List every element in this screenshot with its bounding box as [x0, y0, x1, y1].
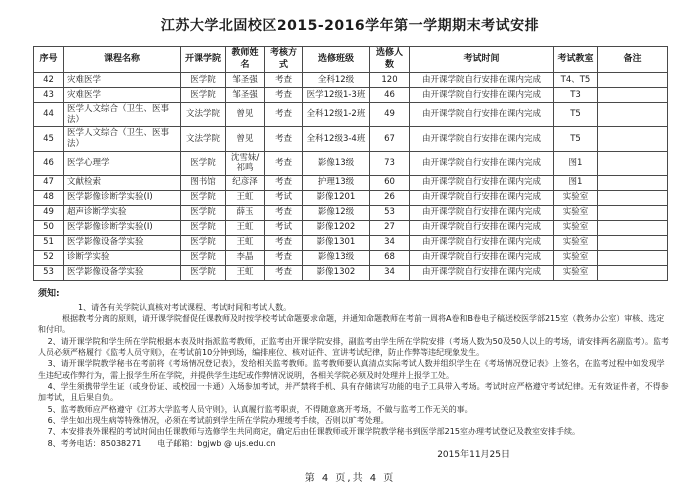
table-row [34, 175, 668, 190]
cell-remark [598, 73, 668, 88]
table-row [34, 73, 668, 88]
cell-course: 医学影像诊断学实验(I) [64, 220, 181, 235]
cell-teacher: 曾见 [226, 127, 265, 151]
table-row [34, 190, 668, 205]
cell-method: 考查 [265, 265, 303, 280]
cell-count: 34 [370, 265, 410, 280]
cell-remark [598, 190, 668, 205]
cell-method: 考查 [265, 73, 303, 88]
cell-method: 考查 [265, 235, 303, 250]
cell-room: 实验室 [554, 220, 598, 235]
cell-college: 医学院 [181, 265, 226, 280]
cell-time: 由开课学院自行安排在课内完成 [410, 175, 554, 190]
cell-class: 全科12级1-2班 [303, 103, 370, 127]
cell-time: 由开课学院自行安排在课内完成 [410, 250, 554, 265]
cell-room: 实验室 [554, 265, 598, 280]
notes-label: 须知: [38, 288, 60, 299]
cell-class: 全科12级 [303, 73, 370, 88]
cell-teacher: 薛玉 [226, 205, 265, 220]
cell-method: 考查 [265, 205, 303, 220]
cell-college: 医学院 [181, 73, 226, 88]
cell-time: 由开课学院自行安排在课内完成 [410, 265, 554, 280]
table-row [34, 103, 668, 127]
cell-count: 34 [370, 235, 410, 250]
table-row [34, 151, 668, 175]
cell-college: 医学院 [181, 250, 226, 265]
cell-class: 医学12级1-3班 [303, 88, 370, 103]
note-item-7: 7、本安排表外课程的考试时间由任课教师与选修学生共同商定，确定后由任课教师或开课学院教学秘书到医学部215室办理考试登记及教室安排手续。 [47, 427, 580, 437]
cell-remark [598, 220, 668, 235]
cell-teacher: 王虹 [226, 220, 265, 235]
exam-schedule-table [33, 46, 668, 281]
cell-course: 医学人文综合（卫生、医事法） [64, 103, 181, 127]
cell-method: 考试 [265, 190, 303, 205]
cell-no: 43 [34, 88, 64, 103]
cell-no: 46 [34, 151, 64, 175]
cell-class: 全科12级3-4班 [303, 127, 370, 151]
cell-teacher: 王虹 [226, 190, 265, 205]
header-no: 序号 [34, 47, 64, 73]
cell-class: 影像12级 [303, 205, 370, 220]
cell-count: 60 [370, 175, 410, 190]
cell-remark [598, 265, 668, 280]
cell-room: T5 [554, 103, 598, 127]
cell-college: 文法学院 [181, 127, 226, 151]
table-row [34, 220, 668, 235]
note-item-6: 6、学生如出现生病等特殊情况，必须在考试前到学生所在学院办理缓考手续，否则以旷考处理。 [47, 416, 389, 426]
cell-count: 49 [370, 103, 410, 127]
note-item-8: 8、考务电话：85038271 电子邮箱：bgjwb @ ujs.edu.cn [47, 438, 276, 448]
note-item-2: 2、请开课学院和学生所在学院根据本表及时指派监考教师，正监考由开课学院安排，副监考由学生所在学院安排（考场人数为50及50人以上的考场，请安排两名副监考）。监考人员必须严格履行《监考人员守则》，在考试前10分钟到场，编排座位、核对证件、宣讲考试纪律，防止作弊等违纪现象发生。 [38, 336, 670, 357]
cell-count: 27 [370, 220, 410, 235]
cell-course: 医学影像诊断学实验(I) [64, 190, 181, 205]
cell-remark [598, 151, 668, 175]
cell-method: 考查 [265, 88, 303, 103]
cell-count: 68 [370, 250, 410, 265]
cell-class: 影像1302 [303, 265, 370, 280]
header-class: 选修班级 [303, 47, 370, 73]
cell-course: 超声诊断学实验 [64, 205, 181, 220]
table-row [34, 127, 668, 151]
cell-count: 120 [370, 73, 410, 88]
cell-course: 医学心理学 [64, 151, 181, 175]
cell-room: 实验室 [554, 205, 598, 220]
cell-college: 文法学院 [181, 103, 226, 127]
cell-method: 考查 [265, 103, 303, 127]
note-item-3: 3、请开课学院教学秘书在考前将《考场情况登记表》，发给相关监考教师。监考教师要认真清点实际考试人数并组织学生在《考场情况登记表》上签名，在监考过程中如发现学生违纪或作弊行为，需上报学生所在学院，并提供学生违纪或作弊情况说明，各相关学院必须及时处理并上报学工处。 [38, 359, 665, 380]
header-room: 考试教室 [554, 47, 598, 73]
cell-remark [598, 175, 668, 190]
cell-room: 实验室 [554, 250, 598, 265]
header-time: 考试时间 [410, 47, 554, 73]
cell-course: 灾难医学 [64, 88, 181, 103]
table-body [34, 73, 668, 281]
cell-method: 考查 [265, 151, 303, 175]
cell-time: 由开课学院自行安排在课内完成 [410, 103, 554, 127]
cell-no: 52 [34, 250, 64, 265]
table-row [34, 88, 668, 103]
cell-room: 图1 [554, 175, 598, 190]
cell-time: 由开课学院自行安排在课内完成 [410, 73, 554, 88]
cell-course: 灾难医学 [64, 73, 181, 88]
table-row [34, 235, 668, 250]
document-date: 2015年11月25日 [437, 450, 510, 460]
cell-class: 影像1301 [303, 235, 370, 250]
cell-no: 48 [34, 190, 64, 205]
notes-list [38, 336, 672, 450]
cell-teacher: 邹圣强 [226, 88, 265, 103]
table-row [34, 265, 668, 280]
table-row [34, 250, 668, 265]
cell-remark [598, 205, 668, 220]
page-title: 江苏大学北固校区2015-2016学年第一学期期末考试安排 [160, 18, 540, 34]
cell-remark [598, 250, 668, 265]
page-number: 第 4 页,共 4 页 [304, 473, 396, 484]
notes-section [38, 288, 672, 449]
cell-college: 图书馆 [181, 175, 226, 190]
cell-room: T4、T5 [554, 73, 598, 88]
cell-count: 26 [370, 190, 410, 205]
note-item-4: 4、学生须携带学生证（或身份证、或校园一卡通）入场参加考试，并严禁将手机、具有存储读写功能的电子工具带入考场。考试时应严格遵守考试纪律。无有效证件者，不得参加考试，且后果自负。 [38, 382, 669, 403]
cell-college: 医学院 [181, 88, 226, 103]
cell-class: 影像13级 [303, 151, 370, 175]
cell-no: 51 [34, 235, 64, 250]
cell-count: 53 [370, 205, 410, 220]
cell-teacher: 曾见 [226, 103, 265, 127]
cell-class: 影像1201 [303, 190, 370, 205]
cell-teacher: 王虹 [226, 235, 265, 250]
cell-room: 图1 [554, 151, 598, 175]
cell-no: 49 [34, 205, 64, 220]
cell-no: 53 [34, 265, 64, 280]
cell-course: 医学影像设备学实验 [64, 265, 181, 280]
cell-course: 医学影像设备学实验 [64, 235, 181, 250]
cell-time: 由开课学院自行安排在课内完成 [410, 127, 554, 151]
cell-college: 医学院 [181, 151, 226, 175]
cell-time: 由开课学院自行安排在课内完成 [410, 151, 554, 175]
cell-college: 医学院 [181, 205, 226, 220]
cell-teacher: 纪彦泽 [226, 175, 265, 190]
cell-teacher: 李晶 [226, 250, 265, 265]
note-item-1: 1、请各有关学院认真核对考试课程、考试时间和考试人数。 [78, 302, 292, 312]
cell-class: 护理13级 [303, 175, 370, 190]
cell-remark [598, 127, 668, 151]
cell-method: 考查 [265, 175, 303, 190]
cell-course: 医学人文综合（卫生、医事法） [64, 127, 181, 151]
cell-remark [598, 103, 668, 127]
cell-time: 由开课学院自行安排在课内完成 [410, 235, 554, 250]
cell-method: 考查 [265, 127, 303, 151]
table-header-row [34, 47, 668, 73]
cell-remark [598, 235, 668, 250]
header-count: 选修人数 [370, 47, 410, 73]
cell-count: 67 [370, 127, 410, 151]
cell-class: 影像13级 [303, 250, 370, 265]
cell-college: 医学院 [181, 220, 226, 235]
table-row [34, 205, 668, 220]
cell-college: 医学院 [181, 235, 226, 250]
cell-no: 47 [34, 175, 64, 190]
cell-course: 诊断学实验 [64, 250, 181, 265]
note-item-5: 5、监考教师应严格遵守《江苏大学监考人员守则》，认真履行监考职责，不得随意离开考场，不做与监考工作无关的事。 [47, 404, 473, 414]
cell-college: 医学院 [181, 190, 226, 205]
cell-room: T3 [554, 88, 598, 103]
cell-no: 50 [34, 220, 64, 235]
cell-teacher: 邹圣强 [226, 73, 265, 88]
cell-method: 考查 [265, 250, 303, 265]
cell-time: 由开课学院自行安排在课内完成 [410, 205, 554, 220]
cell-remark [598, 88, 668, 103]
cell-method: 考试 [265, 220, 303, 235]
header-college: 开课学院 [181, 47, 226, 73]
note-item-1-continuation: 根据教考分离的原则，请开课学院督促任课教师及时按学校考试命题要求命题，并通知命题教师在考前一周将A卷和B卷电子稿送校医学部215室（教务办公室）审核、选定和付印。 [38, 313, 665, 335]
cell-class: 影像1202 [303, 220, 370, 235]
cell-room: 实验室 [554, 190, 598, 205]
cell-no: 42 [34, 73, 64, 88]
header-course: 课程名称 [64, 47, 181, 73]
cell-room: 实验室 [554, 235, 598, 250]
cell-teacher: 沈雪妹/祁鸣 [226, 151, 265, 175]
cell-course: 文献检索 [64, 175, 181, 190]
cell-teacher: 王虹 [226, 265, 265, 280]
cell-no: 44 [34, 103, 64, 127]
header-remark: 备注 [598, 47, 668, 73]
cell-no: 45 [34, 127, 64, 151]
cell-time: 由开课学院自行安排在课内完成 [410, 88, 554, 103]
cell-time: 由开课学院自行安排在课内完成 [410, 220, 554, 235]
cell-room: T5 [554, 127, 598, 151]
cell-count: 46 [370, 88, 410, 103]
header-method: 考核方式 [265, 47, 303, 73]
header-teacher: 教师姓名 [226, 47, 265, 73]
cell-count: 73 [370, 151, 410, 175]
cell-time: 由开课学院自行安排在课内完成 [410, 190, 554, 205]
